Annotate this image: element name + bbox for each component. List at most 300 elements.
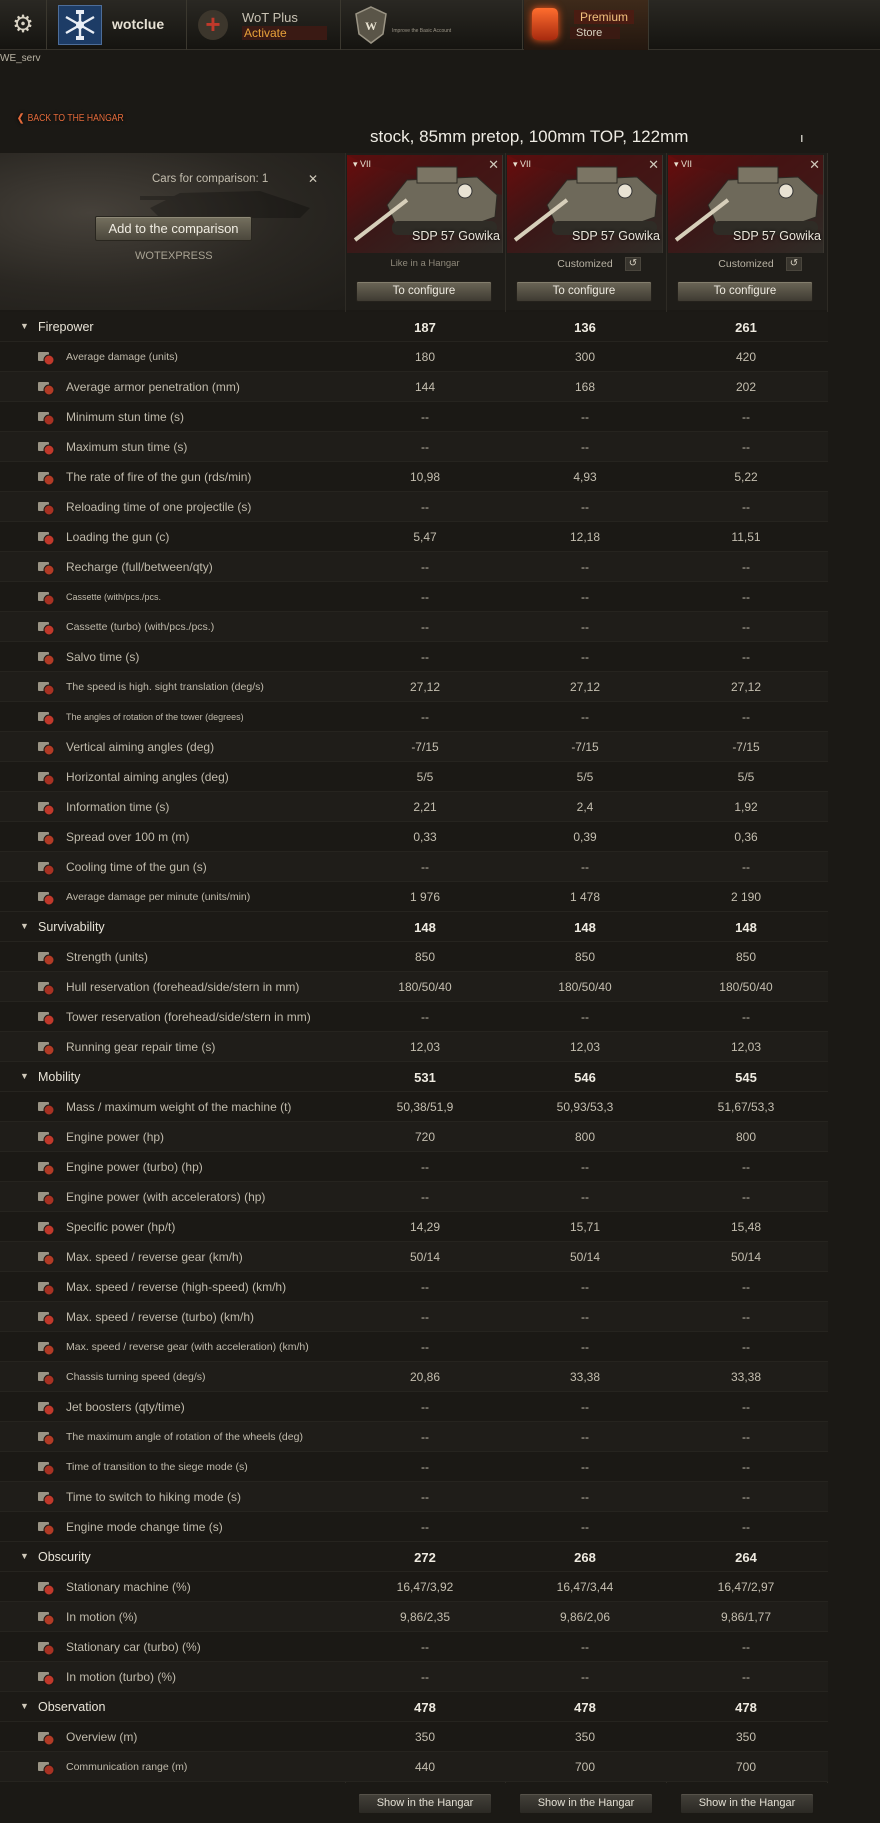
row-label: Max. speed / reverse gear (km/h)	[66, 1250, 243, 1264]
row-value: --	[742, 410, 750, 424]
configure-button[interactable]: To configure	[677, 281, 813, 302]
section-title: Survivability	[38, 920, 105, 934]
close-icon[interactable]: ✕	[307, 172, 319, 186]
row-value: --	[742, 1160, 750, 1174]
speed-icon	[36, 1248, 56, 1266]
row-label: Strength (units)	[66, 950, 149, 964]
row-value: 50/14	[730, 1250, 762, 1264]
row-label: Cassette (turbo) (with/pcs./pcs.)	[66, 621, 215, 633]
row-label: Maximum stun time (s)	[66, 440, 188, 454]
table-row	[0, 1242, 828, 1272]
chassis-traverse-icon	[36, 1368, 56, 1386]
row-label: Spread over 100 m (m)	[66, 830, 190, 844]
row-value: --	[581, 410, 589, 424]
table-row	[0, 792, 828, 822]
row-value: --	[581, 860, 589, 874]
row-value: --	[421, 710, 429, 724]
chevron-down-icon[interactable]: ▾	[674, 159, 679, 169]
row-value: --	[742, 1310, 750, 1324]
row-value: 50/14	[569, 1250, 601, 1264]
row-value: 33,38	[730, 1370, 762, 1384]
row-label: Overview (m)	[66, 1730, 138, 1744]
table-row	[0, 1572, 828, 1602]
table-row	[0, 1002, 828, 1032]
row-value: --	[421, 1310, 429, 1324]
row-value: --	[421, 1280, 429, 1294]
row-value: 850	[414, 950, 436, 964]
row-value: --	[421, 1460, 429, 1474]
row-value: --	[742, 1490, 750, 1504]
row-value: 9,86/1,77	[720, 1610, 772, 1624]
row-value: --	[742, 1460, 750, 1474]
row-value: --	[421, 560, 429, 574]
section-total: 546	[574, 1070, 596, 1085]
row-value: --	[742, 1280, 750, 1294]
table-row	[0, 1512, 828, 1542]
row-value: --	[421, 1400, 429, 1414]
turret-armor-icon	[36, 1008, 56, 1026]
section-header[interactable]	[0, 312, 828, 342]
row-value: 1 976	[409, 890, 441, 904]
cassette-turbo-icon	[36, 618, 56, 636]
table-row	[0, 1122, 828, 1152]
table-row	[0, 1032, 828, 1062]
view-range-icon	[36, 1728, 56, 1746]
hiking-mode-icon	[36, 1488, 56, 1506]
row-label: Max. speed / reverse gear (with acceleration) (km/h)	[66, 1341, 309, 1353]
chevron-down-icon[interactable]: ▼	[20, 1551, 29, 1561]
row-label: Jet boosters (qty/time)	[66, 1400, 185, 1414]
gear-icon[interactable]: ⚙	[12, 11, 34, 38]
table-row	[0, 492, 828, 522]
table-row	[0, 1722, 828, 1752]
vehicle-name: SDP 57 Gowika	[571, 229, 660, 243]
row-value: 1 478	[569, 890, 601, 904]
vehicle-tier: VII	[520, 159, 532, 169]
hull-armor-icon	[36, 978, 56, 996]
vehicle-image[interactable]	[668, 155, 824, 253]
row-value: --	[581, 1310, 589, 1324]
row-value: 16,47/3,92	[396, 1580, 454, 1594]
row-value: 11,51	[731, 530, 761, 544]
wotplus-title[interactable]: WoT Plus	[242, 10, 298, 25]
row-value: 0,36	[734, 830, 758, 844]
footer	[0, 1783, 880, 1823]
row-value: 12,03	[569, 1040, 601, 1054]
reset-icon[interactable]: ↺	[625, 257, 641, 271]
avatar[interactable]	[58, 5, 102, 45]
row-value: 2 190	[730, 890, 762, 904]
row-label: The maximum angle of rotation of the wheels (deg)	[66, 1431, 303, 1443]
row-value: --	[742, 1190, 750, 1204]
row-label: Salvo time (s)	[66, 650, 140, 664]
vehicle-status: Like in a Hangar	[390, 258, 460, 269]
divider	[186, 0, 187, 50]
row-value: --	[581, 1160, 589, 1174]
show-in-hangar-button[interactable]: Show in the Hangar	[680, 1793, 814, 1814]
row-label: Minimum stun time (s)	[66, 410, 185, 424]
vehicle-image[interactable]	[507, 155, 663, 253]
vehicle-tier: VII	[360, 159, 372, 169]
table-row	[0, 972, 828, 1002]
row-label: The angles of rotation of the tower (degrees)	[66, 712, 244, 722]
back-to-hangar-link[interactable]	[17, 113, 124, 124]
penetration-icon	[36, 378, 56, 396]
camo-moving-turbo-icon	[36, 1668, 56, 1686]
section-total: 478	[414, 1700, 436, 1715]
row-value: --	[742, 1400, 750, 1414]
row-value: 700	[735, 1760, 757, 1774]
stun-min-icon	[36, 408, 56, 426]
turret-traverse-icon	[36, 708, 56, 726]
row-value: --	[421, 440, 429, 454]
premium-store-button[interactable]	[524, 0, 648, 50]
section-total: 531	[414, 1070, 436, 1085]
camo-stationary-turbo-icon	[36, 1638, 56, 1656]
section-total: 261	[735, 320, 757, 335]
row-label: Tower reservation (forehead/side/stern in mm)	[66, 1010, 311, 1024]
row-value: --	[421, 500, 429, 514]
row-value: --	[581, 1430, 589, 1444]
table-row	[0, 852, 828, 882]
row-value: 12,03	[409, 1040, 441, 1054]
table-row	[0, 1452, 828, 1482]
row-label: Engine mode change time (s)	[66, 1520, 223, 1534]
table-row	[0, 672, 828, 702]
row-value: 16,47/3,44	[556, 1580, 614, 1594]
table-row	[0, 342, 828, 372]
table-row	[0, 1302, 828, 1332]
table-row	[0, 1272, 828, 1302]
table-row	[0, 1752, 828, 1782]
row-value: 4,93	[573, 470, 597, 484]
row-value: --	[581, 1670, 589, 1684]
back-label: BACK TO THE HANGAR	[27, 113, 124, 124]
vehicle-card	[505, 153, 665, 310]
divider	[340, 0, 341, 50]
section-header[interactable]	[0, 1542, 828, 1572]
section-total: 264	[735, 1550, 757, 1565]
row-value: 180/50/40	[558, 980, 612, 994]
row-value: 800	[574, 1130, 596, 1144]
row-value: --	[581, 500, 589, 514]
cassette-icon	[36, 588, 56, 606]
section-total: 148	[735, 920, 757, 935]
section-total: 268	[574, 1550, 596, 1565]
section-header[interactable]	[0, 1062, 828, 1092]
logo-caption: Improve the Basic Account	[392, 28, 452, 34]
row-value: --	[581, 650, 589, 664]
table-row	[0, 882, 828, 912]
row-value: --	[421, 1340, 429, 1354]
row-value: --	[421, 650, 429, 664]
dpm-icon	[36, 888, 56, 906]
row-value: --	[742, 710, 750, 724]
row-label: Time to switch to hiking mode (s)	[66, 1490, 241, 1504]
wot-logo-icon[interactable]	[352, 4, 390, 46]
row-value: --	[742, 620, 750, 634]
row-value: 180/50/40	[719, 980, 773, 994]
section-total: 148	[414, 920, 436, 935]
row-value: 51,67/53,3	[717, 1100, 775, 1114]
recharge-icon	[36, 558, 56, 576]
row-value: 0,39	[573, 830, 597, 844]
jet-boosters-icon	[36, 1398, 56, 1416]
dispersion-icon	[36, 828, 56, 846]
row-value: 5/5	[416, 770, 434, 784]
vehicle-card	[345, 153, 505, 310]
speed-highspeed-icon	[36, 1278, 56, 1296]
row-label: Engine power (with accelerators) (hp)	[66, 1190, 266, 1204]
row-label: Average damage (units)	[66, 351, 178, 363]
section-title: Observation	[38, 1700, 106, 1714]
row-value: --	[421, 620, 429, 634]
speed-accel-icon	[36, 1338, 56, 1356]
section-total: 478	[574, 1700, 596, 1715]
engine-turbo-icon	[36, 1158, 56, 1176]
row-value: 180/50/40	[398, 980, 452, 994]
row-value: 720	[414, 1130, 436, 1144]
row-value: 20,86	[409, 1370, 441, 1384]
row-value: 202	[735, 380, 757, 394]
show-in-hangar-button[interactable]: Show in the Hangar	[519, 1793, 653, 1814]
row-value: --	[742, 860, 750, 874]
show-in-hangar-button[interactable]: Show in the Hangar	[358, 1793, 492, 1814]
vehicle-name: SDP 57 Gowika	[732, 229, 821, 243]
tier-label	[674, 159, 692, 170]
row-label: Engine power (hp)	[66, 1130, 165, 1144]
table-row	[0, 582, 828, 612]
vehicle-tier: VII	[681, 159, 693, 169]
row-value: 15,71	[569, 1220, 601, 1234]
sight-traverse-icon	[36, 678, 56, 696]
repair-icon	[36, 1038, 56, 1056]
row-value: -7/15	[571, 740, 599, 754]
stun-max-icon	[36, 438, 56, 456]
row-value: 5,47	[413, 530, 437, 544]
chevron-down-icon[interactable]: ▾	[513, 159, 518, 169]
row-value: --	[581, 440, 589, 454]
row-value: 300	[574, 350, 596, 364]
speed-turbo-icon	[36, 1308, 56, 1326]
wheel-angle-icon	[36, 1428, 56, 1446]
row-label: Time of transition to the siege mode (s)	[66, 1461, 248, 1473]
row-value: 350	[735, 1730, 757, 1744]
divider	[648, 0, 649, 50]
configure-button[interactable]: To configure	[356, 281, 492, 302]
row-value: 5,22	[734, 470, 758, 484]
damage-icon	[36, 348, 56, 366]
reload-projectile-icon	[36, 498, 56, 516]
row-value: --	[581, 1190, 589, 1204]
source-label: WOTEXPRESS	[135, 250, 213, 262]
row-value: 10,98	[409, 470, 441, 484]
row-label: Horizontal aiming angles (deg)	[66, 770, 229, 784]
chevron-down-icon[interactable]: ▼	[20, 921, 29, 931]
chevron-down-icon[interactable]: ▼	[20, 1701, 29, 1711]
row-value: 350	[574, 1730, 596, 1744]
close-icon[interactable]: ✕	[809, 157, 820, 172]
add-to-comparison-button[interactable]: Add to the comparison	[95, 216, 252, 241]
loading-gun-icon	[36, 528, 56, 546]
close-icon[interactable]: ✕	[648, 157, 659, 172]
table-row	[0, 642, 828, 672]
table-row	[0, 372, 828, 402]
table-row	[0, 822, 828, 852]
row-label: Mass / maximum weight of the machine (t)	[66, 1100, 292, 1114]
gun-cooling-icon	[36, 858, 56, 876]
row-value: --	[742, 590, 750, 604]
reset-icon[interactable]: ↺	[786, 257, 802, 271]
row-label: Max. speed / reverse (turbo) (km/h)	[66, 1310, 255, 1324]
row-label: Chassis turning speed (deg/s)	[66, 1371, 206, 1383]
page-title-mark: ı	[800, 130, 804, 145]
row-value: 50,38/51,9	[396, 1100, 454, 1114]
section-total: 187	[414, 320, 436, 335]
cars-for-comparison-label: Cars for comparison: 1	[152, 173, 269, 185]
row-label: Specific power (hp/t)	[66, 1220, 176, 1234]
row-value: 850	[574, 950, 596, 964]
row-label: Max. speed / reverse (high-speed) (km/h)	[66, 1280, 287, 1294]
row-value: --	[421, 1010, 429, 1024]
engine-mode-icon	[36, 1518, 56, 1536]
row-label: Engine power (turbo) (hp)	[66, 1160, 203, 1174]
configure-button[interactable]: To configure	[516, 281, 652, 302]
table-row	[0, 942, 828, 972]
row-value: --	[742, 1520, 750, 1534]
section-total: 272	[414, 1550, 436, 1565]
section-total: 478	[735, 1700, 757, 1715]
row-value: 700	[574, 1760, 596, 1774]
row-value: --	[581, 620, 589, 634]
row-value: --	[421, 1520, 429, 1534]
row-value: 1,92	[734, 800, 758, 814]
siege-mode-icon	[36, 1458, 56, 1476]
row-value: 27,12	[409, 680, 441, 694]
section-total: 148	[574, 920, 596, 935]
tier-label	[513, 159, 531, 170]
table-row	[0, 432, 828, 462]
table-row	[0, 1092, 828, 1122]
row-label: Average armor penetration (mm)	[66, 380, 240, 394]
row-label: The rate of fire of the gun (rds/min)	[66, 470, 252, 484]
row-value: --	[742, 1670, 750, 1684]
row-value: 9,86/2,06	[559, 1610, 611, 1624]
chevron-left-icon: ❮	[17, 113, 25, 124]
row-value: 2,21	[413, 800, 437, 814]
tier-label	[353, 159, 371, 170]
section-header[interactable]	[0, 1692, 828, 1722]
row-value: 5/5	[576, 770, 594, 784]
row-value: --	[742, 650, 750, 664]
radio-range-icon	[36, 1758, 56, 1776]
row-value: 800	[735, 1130, 757, 1144]
table-row	[0, 522, 828, 552]
chevron-down-icon[interactable]: ▼	[20, 1071, 29, 1081]
chevron-down-icon[interactable]: ▼	[20, 321, 29, 331]
row-value: --	[421, 1640, 429, 1654]
table-row	[0, 462, 828, 492]
row-value: 420	[735, 350, 757, 364]
username[interactable]: wotclue	[112, 16, 165, 32]
row-value: 14,29	[409, 1220, 441, 1234]
close-icon[interactable]: ✕	[488, 157, 499, 172]
wotplus-activate-link[interactable]: Activate	[242, 26, 327, 40]
row-label: Vertical aiming angles (deg)	[66, 740, 215, 754]
row-value: 27,12	[569, 680, 601, 694]
specific-power-icon	[36, 1218, 56, 1236]
row-label: Loading the gun (c)	[66, 530, 170, 544]
vehicle-name: SDP 57 Gowika	[411, 229, 500, 243]
row-label: Hull reservation (forehead/side/stern in mm)	[66, 980, 300, 994]
row-label: Reloading time of one projectile (s)	[66, 500, 252, 514]
table-row	[0, 1332, 828, 1362]
section-title: Firepower	[38, 320, 94, 334]
row-value: 144	[414, 380, 436, 394]
row-value: 2,4	[576, 800, 594, 814]
chevron-down-icon[interactable]: ▾	[353, 159, 358, 169]
row-value: 5/5	[737, 770, 755, 784]
store-label: Store	[570, 27, 620, 39]
row-value: --	[581, 710, 589, 724]
vehicle-image[interactable]	[347, 155, 503, 253]
vehicle-status: Customized	[557, 258, 613, 270]
row-value: --	[581, 590, 589, 604]
top-bar	[0, 0, 880, 50]
row-value: --	[421, 1670, 429, 1684]
row-value: --	[742, 1430, 750, 1444]
row-value: 15,48	[730, 1220, 762, 1234]
table-row	[0, 402, 828, 432]
server-label: WE_serv	[0, 53, 41, 64]
camo-moving-icon	[36, 1608, 56, 1626]
row-value: 27,12	[730, 680, 762, 694]
row-value: --	[421, 860, 429, 874]
table-row	[0, 1632, 828, 1662]
row-value: --	[421, 410, 429, 424]
row-value: --	[421, 1190, 429, 1204]
row-value: 50/14	[409, 1250, 441, 1264]
table-row	[0, 1482, 828, 1512]
tank-silhouette-icon	[140, 163, 320, 223]
row-value: -7/15	[411, 740, 439, 754]
svg-text:W: W	[365, 19, 377, 33]
row-value: --	[581, 1460, 589, 1474]
row-value: 16,47/2,97	[717, 1580, 775, 1594]
row-value: -7/15	[732, 740, 760, 754]
row-value: --	[581, 1010, 589, 1024]
table-row	[0, 1662, 828, 1692]
section-header[interactable]	[0, 912, 828, 942]
plus-icon[interactable]: +	[198, 10, 228, 40]
row-value: --	[421, 590, 429, 604]
row-value: --	[581, 1520, 589, 1534]
row-value: 0,33	[413, 830, 437, 844]
row-value: --	[581, 1280, 589, 1294]
table-row	[0, 1392, 828, 1422]
table-row	[0, 552, 828, 582]
row-label: In motion (%)	[66, 1610, 138, 1624]
table-row	[0, 1362, 828, 1392]
table-row	[0, 732, 828, 762]
vehicle-card	[666, 153, 826, 310]
row-label: Stationary machine (%)	[66, 1580, 191, 1594]
row-value: --	[742, 1010, 750, 1024]
section-title: Obscurity	[38, 1550, 91, 1564]
row-label: Average damage per minute (units/min)	[66, 891, 251, 903]
row-label: Communication range (m)	[66, 1761, 188, 1773]
row-value: --	[742, 560, 750, 574]
